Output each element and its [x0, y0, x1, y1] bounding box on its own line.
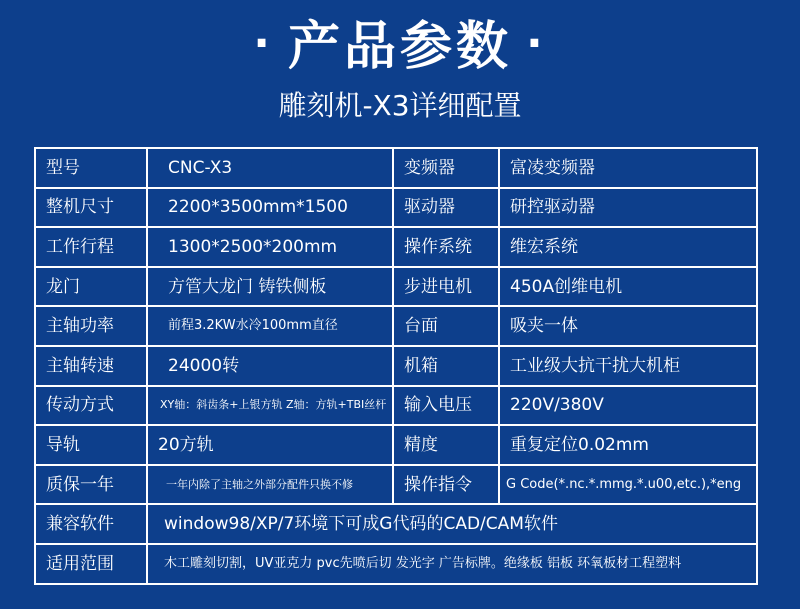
spec-label: 导轨: [35, 425, 147, 465]
spec-label: 机箱: [393, 346, 499, 386]
spec-value: 重复定位0.02mm: [499, 425, 757, 465]
spec-value: 方管大龙门 铸铁侧板: [147, 267, 393, 307]
spec-value: 研控驱动器: [499, 188, 757, 228]
spec-label: 整机尺寸: [35, 188, 147, 228]
table-row: [35, 504, 757, 544]
title-text: 产品参数: [287, 17, 512, 77]
spec-value: 木工雕刻切割，UV亚克力 pvc先喷后切 发光字 广告标牌。绝缘板 铝板 环氧板材工程塑料: [147, 544, 757, 584]
spec-value: 24000转: [147, 346, 393, 386]
spec-label: 适用范围: [35, 544, 147, 584]
spec-label: 变频器: [393, 148, 499, 188]
title-dot-left: ·: [253, 18, 274, 69]
spec-value: 20方轨: [147, 425, 393, 465]
spec-label: 主轴转速: [35, 346, 147, 386]
spec-value: 1300*2500*200mm: [147, 227, 393, 267]
spec-table: [34, 147, 758, 585]
spec-value: window98/XP/7环境下可成G代码的CAD/CAM软件: [147, 504, 757, 544]
spec-label: 驱动器: [393, 188, 499, 228]
spec-label: 输入电压: [393, 386, 499, 426]
spec-value: 前程3.2KW水冷100mm直径: [147, 306, 393, 346]
spec-label: 台面: [393, 306, 499, 346]
spec-value: XY轴：斜齿条+上银方轨 Z轴：方轨+TBI丝杆: [147, 386, 393, 426]
spec-value: CNC-X3: [147, 148, 393, 188]
header: [0, 8, 800, 83]
spec-value: 220V/380V: [499, 386, 757, 426]
spec-value: 工业级大抗干扰大机柜: [499, 346, 757, 386]
spec-label: 传动方式: [35, 386, 147, 426]
spec-value: 富凌变频器: [499, 148, 757, 188]
spec-label: 精度: [393, 425, 499, 465]
page-title: [0, 8, 800, 83]
spec-value: 维宏系统: [499, 227, 757, 267]
spec-label: 质保一年: [35, 465, 147, 505]
table-row: [35, 465, 757, 505]
spec-value: 2200*3500mm*1500: [147, 188, 393, 228]
spec-label: 型号: [35, 148, 147, 188]
spec-label: 主轴功率: [35, 306, 147, 346]
table-row: [35, 386, 757, 426]
spec-label: 操作系统: [393, 227, 499, 267]
spec-label: 龙门: [35, 267, 147, 307]
spec-value: 一年内除了主轴之外部分配件只换不修: [147, 465, 393, 505]
spec-label: 步进电机: [393, 267, 499, 307]
table-row: [35, 544, 757, 584]
page-subtitle: 雕刻机-X3详细配置: [278, 89, 522, 122]
table-row: [35, 227, 757, 267]
spec-value: G Code(*.nc.*.mmg.*.u00,etc.),*eng: [499, 465, 757, 505]
spec-value: 450A创维电机: [499, 267, 757, 307]
table-row: [35, 148, 757, 188]
table-row: [35, 188, 757, 228]
spec-label: 兼容软件: [35, 504, 147, 544]
table-row: [35, 306, 757, 346]
spec-label: 工作行程: [35, 227, 147, 267]
table-row: [35, 267, 757, 307]
title-dot-right: ·: [526, 18, 547, 69]
spec-value: 吸夹一体: [499, 306, 757, 346]
table-row: [35, 346, 757, 386]
table-row: [35, 425, 757, 465]
spec-label: 操作指令: [393, 465, 499, 505]
